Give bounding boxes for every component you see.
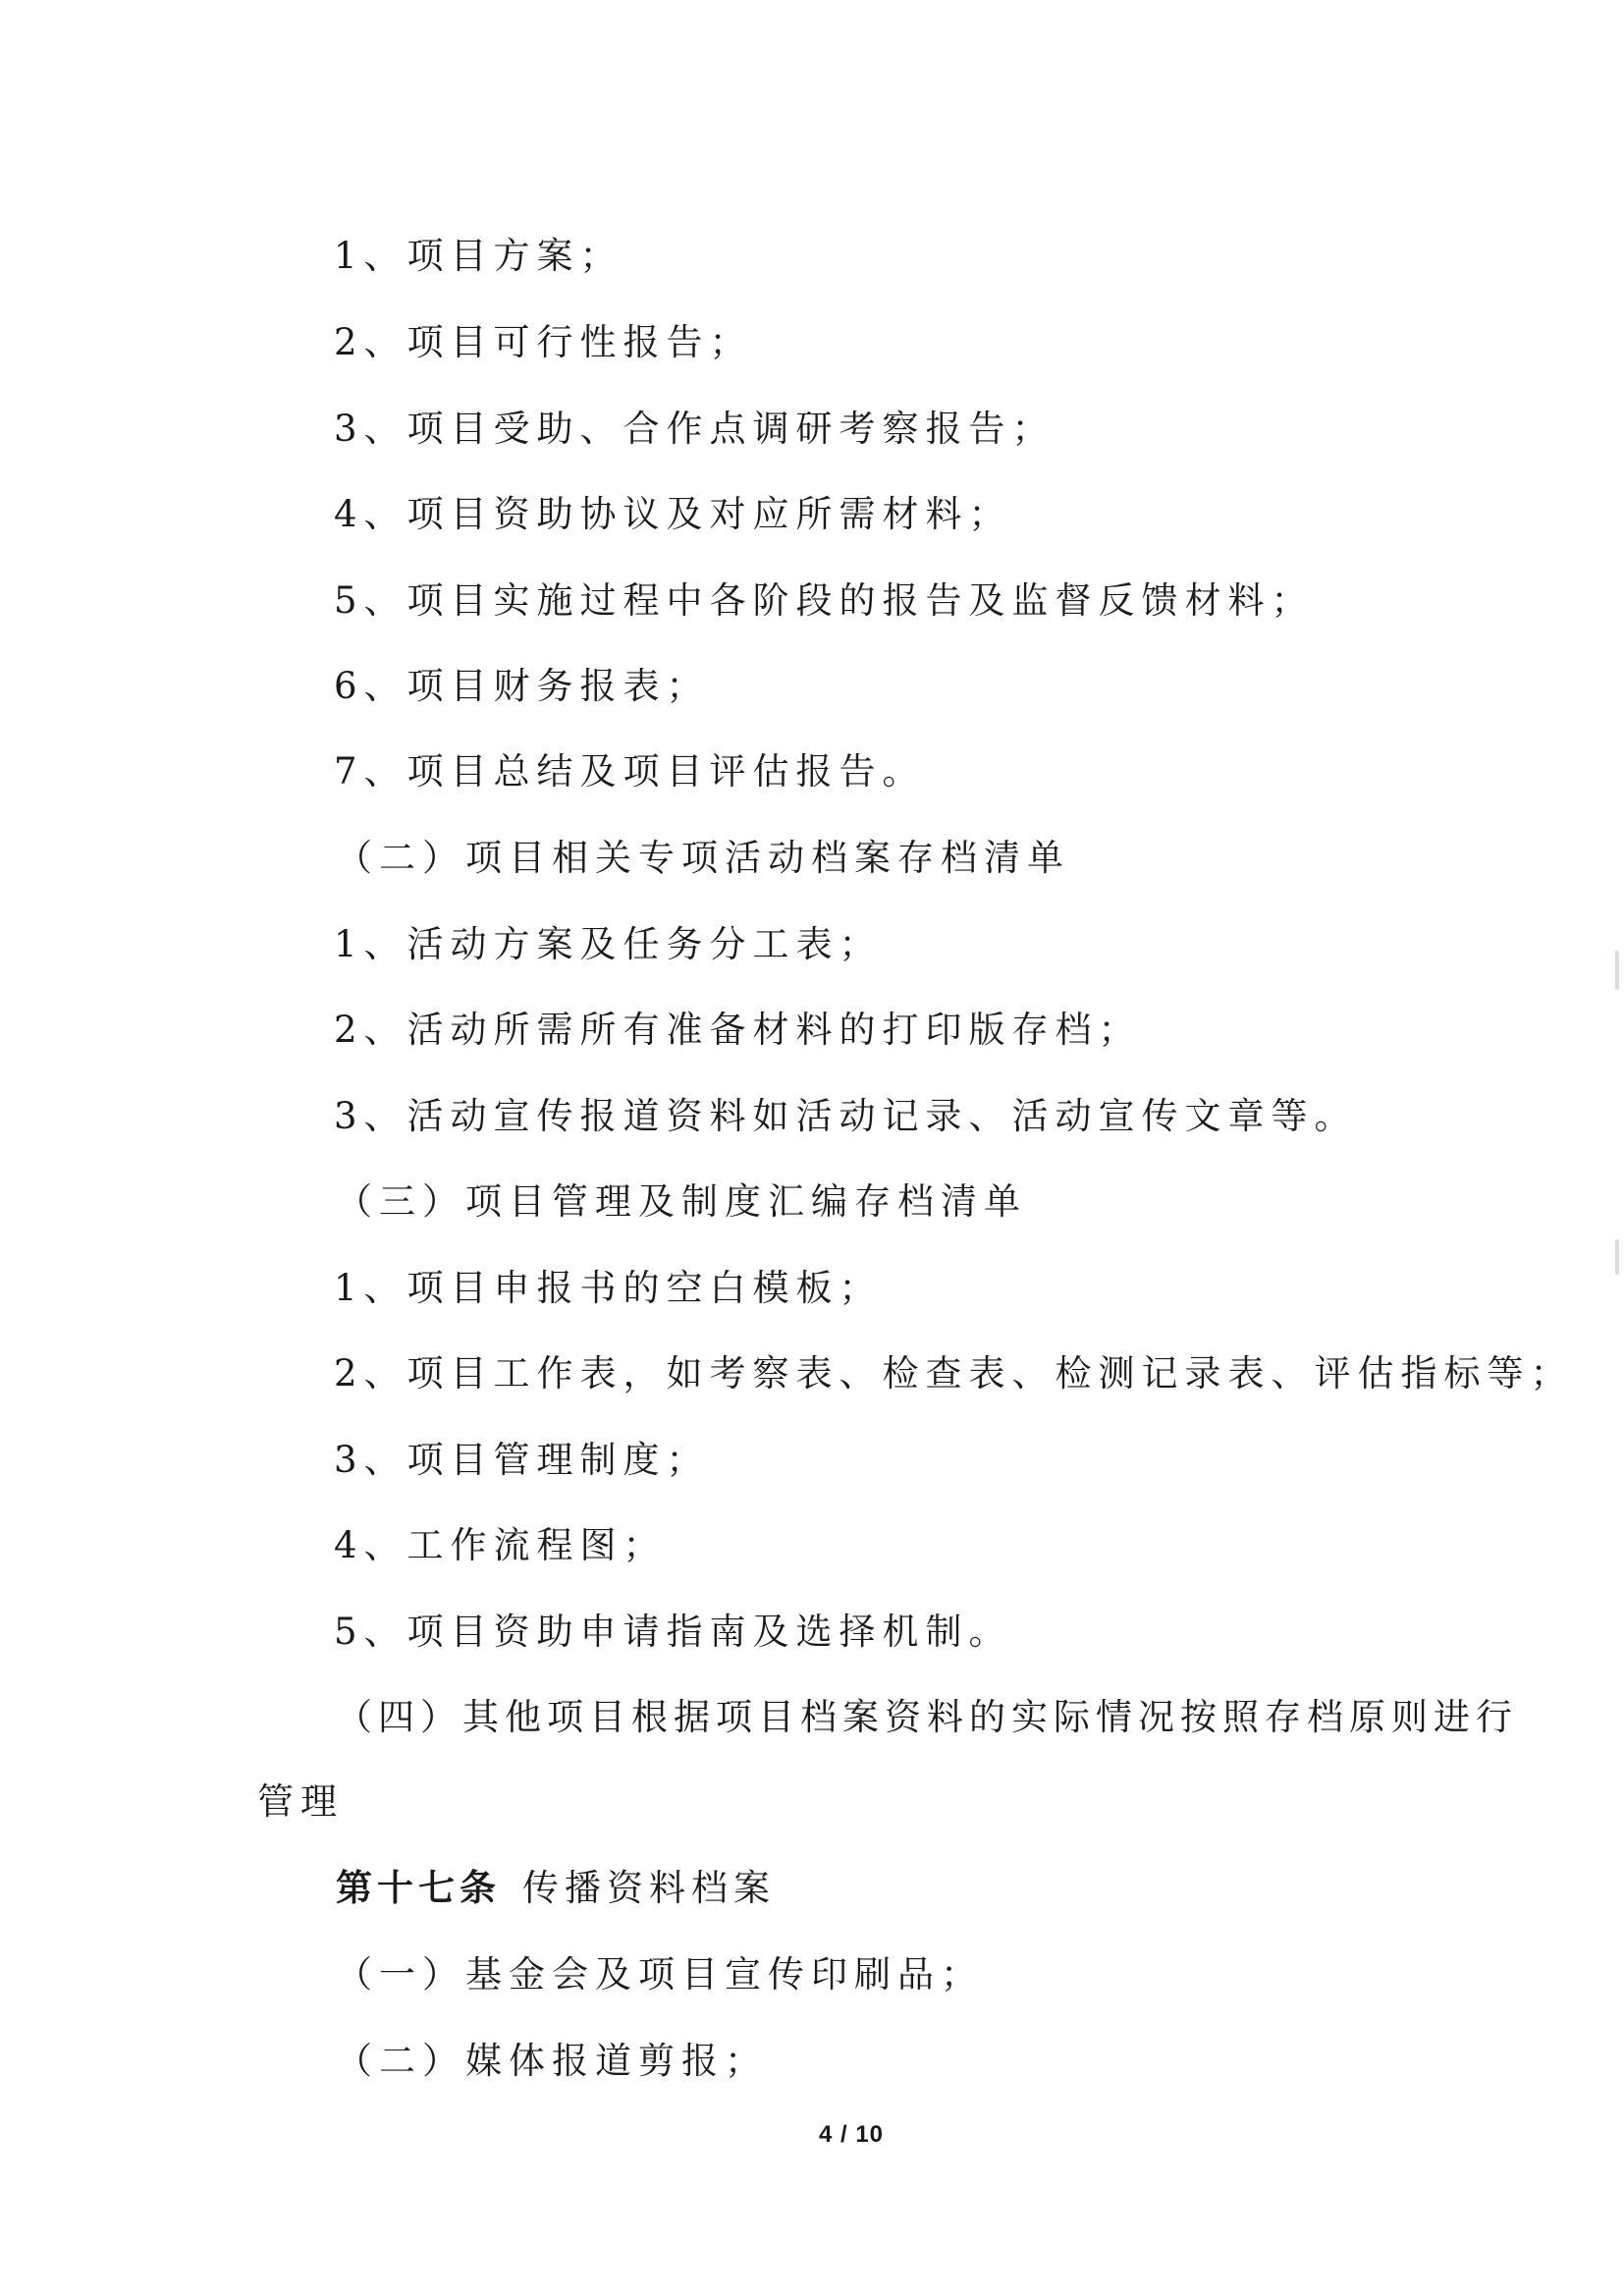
article-title: 传播资料档案 <box>522 1867 776 1909</box>
list-item: 1、项目方案； <box>334 235 623 277</box>
scan-mark <box>1615 1239 1619 1275</box>
list-item: 2、项目工作表，如考察表、检查表、检测记录表、评估指标等； <box>334 1352 1574 1394</box>
list-item: 5、项目实施过程中各阶段的报告及监督反馈材料； <box>334 579 1315 622</box>
list-item: （二）媒体报道剪报； <box>336 2040 768 2082</box>
paragraph-line: （四）其他项目根据项目档案资料的实际情况按照存档原则进行 <box>336 1696 1518 1738</box>
list-item: 2、项目可行性报告； <box>334 321 753 363</box>
section-heading: （二）项目相关专项活动档案存档清单 <box>336 837 1070 879</box>
list-item: 6、项目财务报表； <box>334 665 710 707</box>
article-heading <box>336 1866 776 1909</box>
list-item: 3、项目受助、合作点调研考察报告； <box>334 408 1056 450</box>
article-number: 第十七条 <box>336 1866 501 1909</box>
list-item: 5、项目资助申请指南及选择机制。 <box>334 1611 1012 1653</box>
paragraph-line: 管理 <box>257 1780 344 1823</box>
list-item: 4、项目资助协议及对应所需材料； <box>334 493 1012 535</box>
list-item: 1、项目申报书的空白模板； <box>334 1267 883 1309</box>
list-item: 3、项目管理制度； <box>334 1439 710 1481</box>
list-item: 4、工作流程图； <box>334 1524 667 1566</box>
list-item: 3、活动宣传报道资料如活动记录、活动宣传文章等。 <box>334 1095 1358 1137</box>
list-item: 2、活动所需所有准备材料的打印版存档； <box>334 1009 1142 1051</box>
page-number: 4 / 10 <box>818 2121 885 2148</box>
list-item: 1、活动方案及任务分工表； <box>334 923 883 965</box>
section-heading: （三）项目管理及制度汇编存档清单 <box>336 1180 1027 1223</box>
list-item: 7、项目总结及项目评估报告。 <box>334 750 926 793</box>
list-item: （一）基金会及项目宣传印刷品； <box>336 1953 984 1995</box>
scan-mark <box>1615 951 1619 990</box>
